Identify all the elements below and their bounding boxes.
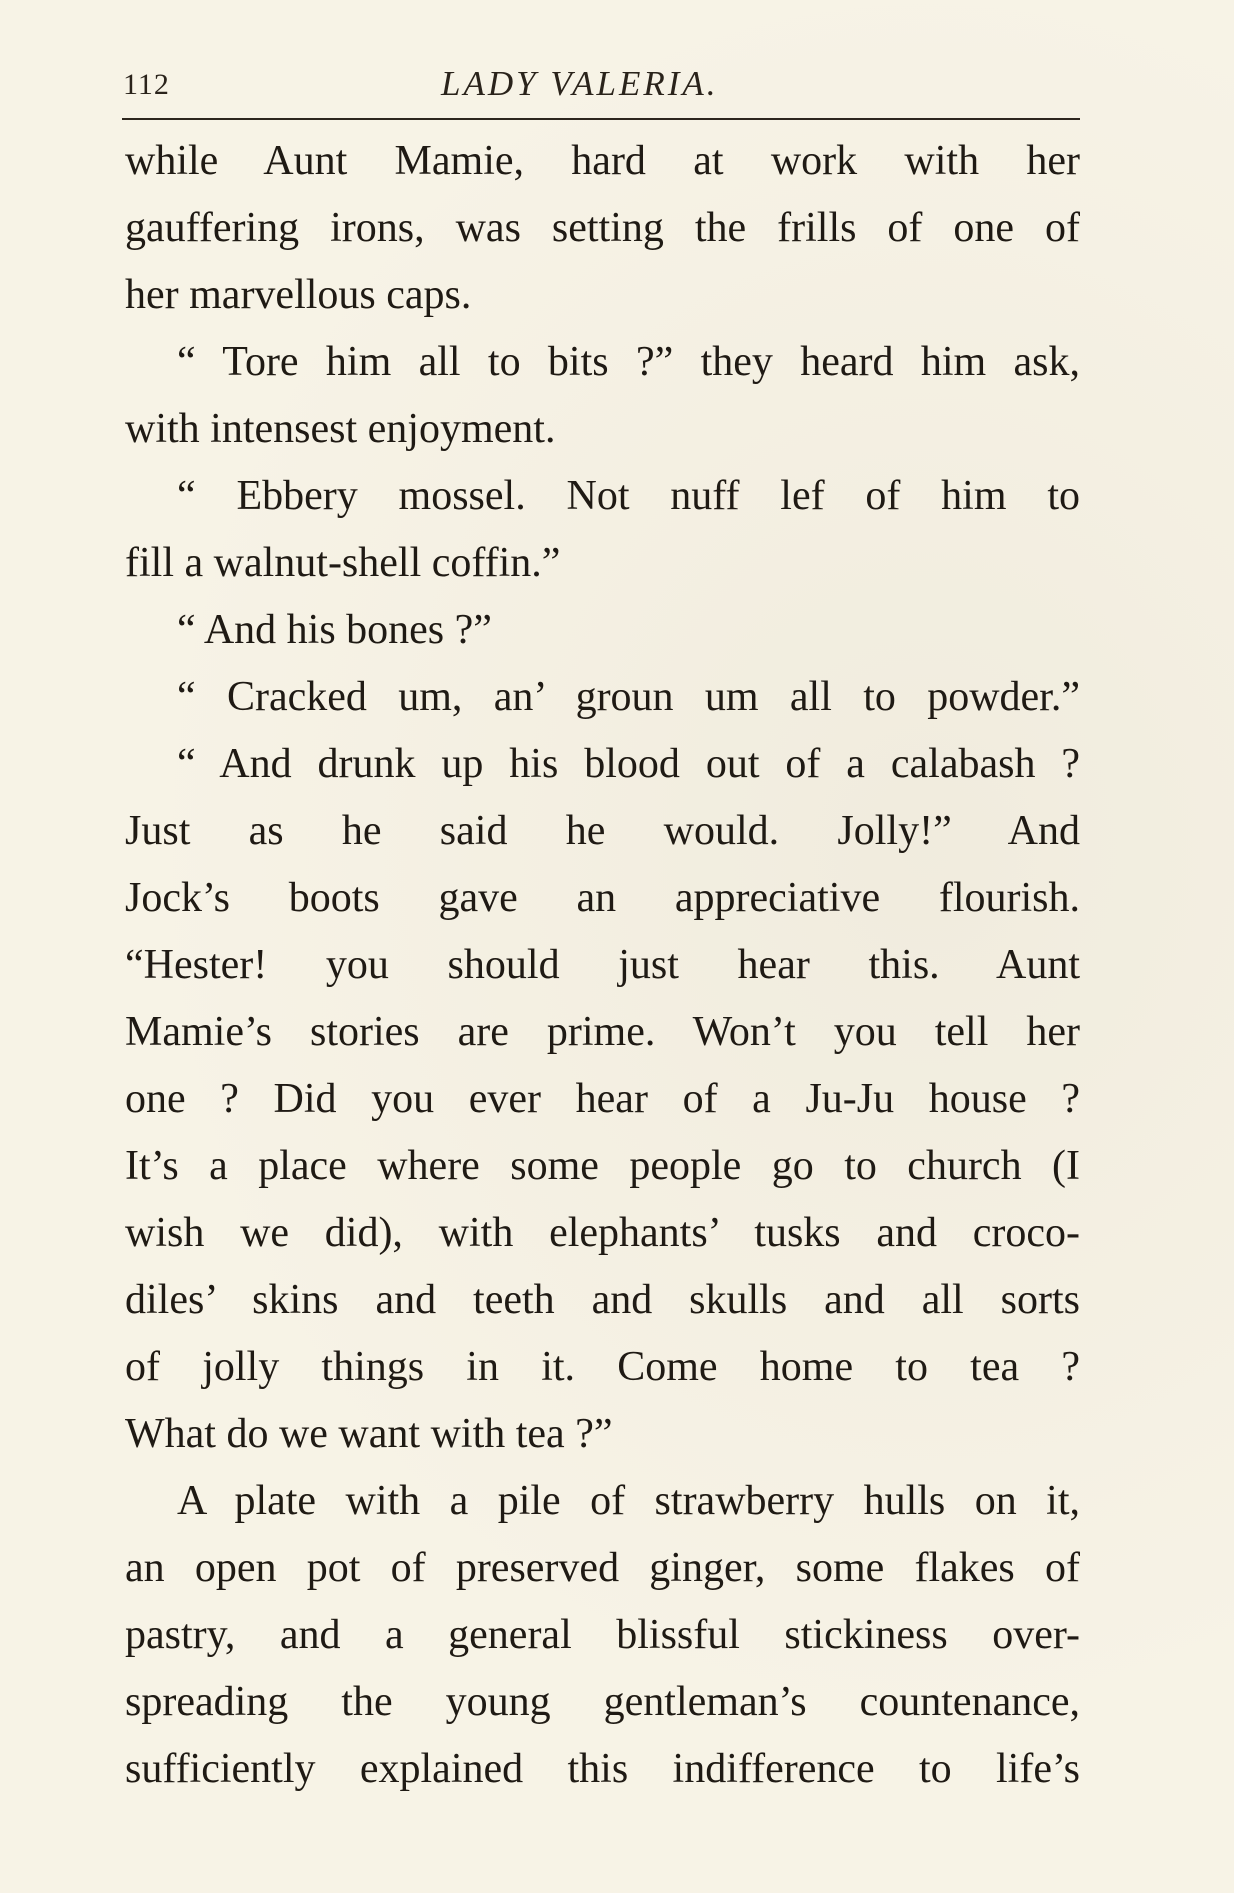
text-line: What do we want with tea ?” [125, 1411, 613, 1457]
text-line: of jolly things in it. Come home to tea ? [125, 1344, 1080, 1390]
text-line: gauffering irons, was setting the frills of one of [125, 205, 1080, 251]
text-line: fill a walnut-shell coffin.” [125, 540, 561, 586]
body-text [125, 128, 1080, 1803]
text-line: A plate with a pile of strawberry hulls on it, [177, 1478, 1080, 1524]
text-line: Mamie’s stories are prime. Won’t you tell her [125, 1009, 1080, 1055]
text-line: an open pot of preserved ginger, some flakes of [125, 1545, 1080, 1591]
text-line: diles’ skins and teeth and skulls and all sorts [125, 1277, 1080, 1323]
text-line: one ? Did you ever hear of a Ju-Ju house ? [125, 1076, 1080, 1122]
text-line: Just as he said he would. Jolly!” And [125, 808, 1080, 854]
text-line: “ Cracked um, an’ groun um all to powder.” [177, 674, 1080, 720]
text-line: Jock’s boots gave an appreciative flourish. [125, 875, 1080, 921]
text-line: “ Ebbery mossel. Not nuff lef of him to [177, 473, 1080, 519]
text-line: “ And his bones ?” [177, 607, 492, 653]
text-line: It’s a place where some people go to church (I [125, 1143, 1080, 1189]
text-line: wish we did), with elephants’ tusks and croco- [125, 1210, 1080, 1256]
text-line: sufficiently explained this indifference to life’s [125, 1746, 1080, 1792]
text-line: spreading the young gentleman’s countenance, [125, 1679, 1080, 1725]
running-head [123, 60, 1080, 106]
text-line: “Hester! you should just hear this. Aunt [125, 942, 1080, 988]
text-line: “ Tore him all to bits ?” they heard him ask, [177, 339, 1080, 385]
text-line: while Aunt Mamie, hard at work with her [125, 138, 1080, 184]
page-number: 112 [123, 68, 170, 101]
text-line: her marvellous caps. [125, 272, 472, 318]
text-line: pastry, and a general blissful stickiness over- [125, 1612, 1080, 1658]
text-line: with intensest enjoyment. [125, 406, 556, 452]
running-title: LADY VALERIA. [441, 64, 719, 103]
header-rule [122, 118, 1080, 120]
text-line: “ And drunk up his blood out of a calabash ? [177, 741, 1080, 787]
